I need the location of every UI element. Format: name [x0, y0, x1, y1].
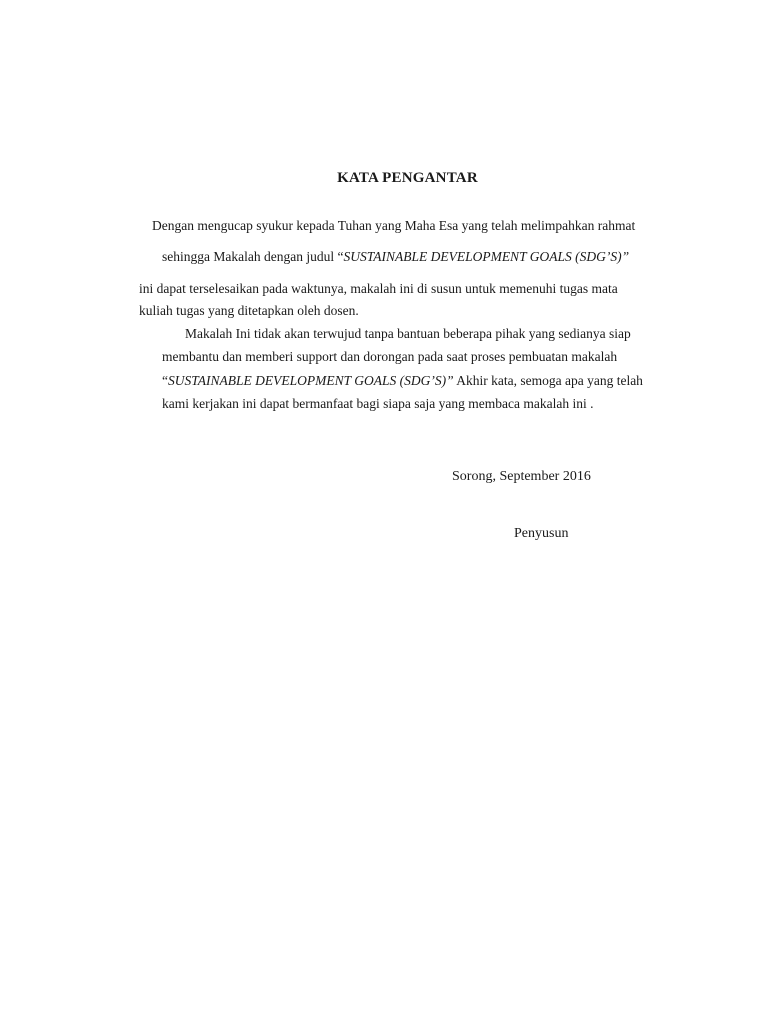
paragraph-1-line-2-text: sehingga Makalah dengan judul “: [162, 249, 344, 264]
document-title: KATA PENGANTAR: [337, 170, 478, 186]
paragraph-1-line-4: kuliah tugas yang ditetapkan oleh dosen.: [139, 303, 359, 318]
paragraph-1-line-2: [162, 249, 629, 265]
paragraph-2-line-3: [162, 373, 643, 389]
paragraph-1-line-1: Dengan mengucap syukur kepada Tuhan yang Maha Esa yang telah melimpahkan rahmat: [152, 218, 636, 233]
paragraph-2-line-3-italic-title: SUSTAINABLE DEVELOPMENT GOALS (SDG’S)”: [168, 373, 454, 388]
paragraph-2-line-1: Makalah Ini tidak akan terwujud tanpa bantuan beberapa pihak yang sedianya siap: [185, 326, 631, 341]
paragraph-2-line-4: kami kerjakan ini dapat bermanfaat bagi siapa saja yang membaca makalah ini .: [162, 396, 594, 411]
paragraph-1-line-3: ini dapat terselesaikan pada waktunya, makalah ini di susun untuk memenuhi tugas mata: [139, 281, 618, 296]
paragraph-2-line-3-text: Akhir kata, semoga apa yang telah: [453, 373, 643, 388]
author-signature: Penyusun: [514, 526, 569, 541]
place-and-date: Sorong, September 2016: [452, 469, 591, 484]
paragraph-2-line-3-open-quote: “: [162, 373, 168, 388]
paragraph-1-line-2-italic-title: SUSTAINABLE DEVELOPMENT GOALS (SDG’S)”: [343, 249, 630, 264]
paragraph-2-line-2: membantu dan memberi support dan dorongan pada saat proses pembuatan makalah: [162, 349, 618, 364]
